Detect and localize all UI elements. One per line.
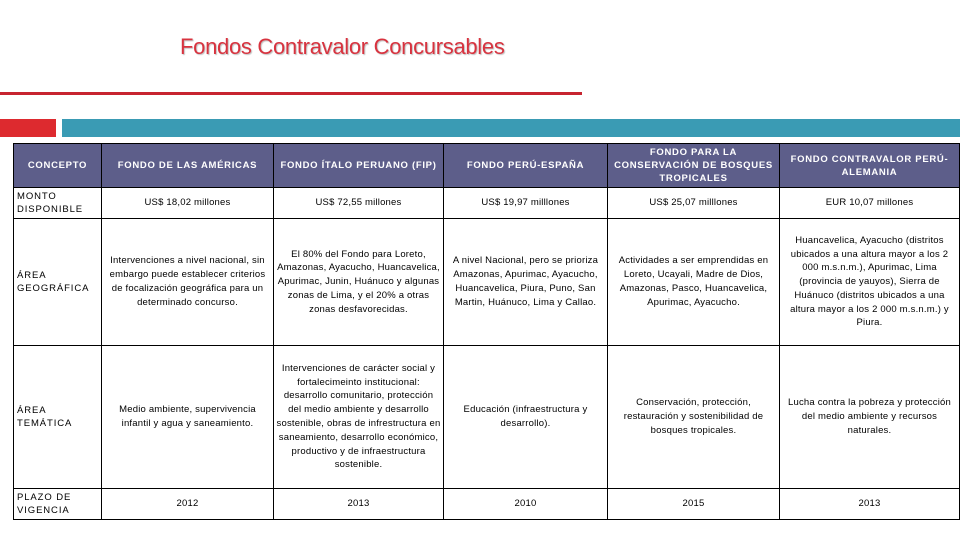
table-cell: US$ 25,07 milllones xyxy=(608,188,780,219)
header-fondo-peru-espana: FONDO PERÚ-ESPAÑA xyxy=(444,144,608,188)
header-fondo-italo-peruano: FONDO ÍTALO PERUANO (FIP) xyxy=(274,144,444,188)
table-row-area-geografica xyxy=(14,219,960,346)
table-cell: US$ 19,97 milllones xyxy=(444,188,608,219)
table-header-row xyxy=(14,144,960,188)
table-cell: Intervenciones de carácter social y fortalecimeinto institucional: desarrollo comunitario, protección del medio ambiente y desarrollo sostenible, obras de infrestructura en saneamiento, desarrollo económico, productivo y de infraestructura sostenible. xyxy=(274,346,444,489)
table-cell: Conservación, protección, restauración y sostenibilidad de bosques tropicales. xyxy=(608,346,780,489)
row-label-plazo: PLAZO DE VIGENCIA xyxy=(14,489,102,520)
table-cell: Intervenciones a nivel nacional, sin embargo puede establecer criterios de focalización geográfica para un determinado concurso. xyxy=(102,219,274,346)
table-cell: Medio ambiente, supervivencia infantil y agua y saneamiento. xyxy=(102,346,274,489)
row-label-area-geografica: ÁREA GEOGRÁFICA xyxy=(14,219,102,346)
table-row-area-tematica xyxy=(14,346,960,489)
table-cell: 2015 xyxy=(608,489,780,520)
header-concepto: CONCEPTO xyxy=(14,144,102,188)
table-cell: Huancavelica, Ayacucho (distritos ubicados a una altura mayor a los 2 000 m.s.n.m.), Apurimac, Lima (provincia de yauyos), Sierra de Huánuco (distritos ubicados a una altura mayor a los 2 000 m.s.n.m.) y Piura. xyxy=(780,219,960,346)
table-cell: Lucha contra la pobreza y protección del medio ambiente y recursos naturales. xyxy=(780,346,960,489)
table-cell: A nivel Nacional, pero se prioriza Amazonas, Apurimac, Ayacucho, Huancavelica, Piura, Puno, San Martin, Huánuco, Lima y Callao. xyxy=(444,219,608,346)
table-cell: El 80% del Fondo para Loreto, Amazonas, Ayacucho, Huancavelica, Apurimac, Junin, Huánuco y algunas zonas de Lima, y el 20% a otras zonas desfavorecidas. xyxy=(274,219,444,346)
row-label-monto: MONTO DISPONIBLE xyxy=(14,188,102,219)
table-cell: US$ 72,55 millones xyxy=(274,188,444,219)
table-cell: Actividades a ser emprendidas en Loreto, Ucayali, Madre de Dios, Amazonas, Pasco, Huancavelica, Apurimac, Ayacucho. xyxy=(608,219,780,346)
header-fondo-peru-alemania: FONDO CONTRAVALOR PERÚ-ALEMANIA xyxy=(780,144,960,188)
table-cell: 2012 xyxy=(102,489,274,520)
accent-bar-teal xyxy=(62,119,960,137)
table-cell: Educación (infraestructura y desarrollo). xyxy=(444,346,608,489)
table-row-monto xyxy=(14,188,960,219)
table-cell: EUR 10,07 millones xyxy=(780,188,960,219)
header-fondo-americas: FONDO DE LAS AMÉRICAS xyxy=(102,144,274,188)
funds-comparison-table xyxy=(13,143,960,520)
accent-bar-red xyxy=(0,119,56,137)
title-underline xyxy=(0,92,582,95)
table-cell: 2010 xyxy=(444,489,608,520)
table-cell: 2013 xyxy=(780,489,960,520)
table-cell: 2013 xyxy=(274,489,444,520)
header-fondo-bosques-tropicales: FONDO PARA LA CONSERVACIÓN DE BOSQUES TROPICALES xyxy=(608,144,780,188)
slide-title: Fondos Contravalor Concursables xyxy=(180,34,505,59)
table-cell: US$ 18,02 millones xyxy=(102,188,274,219)
row-label-area-tematica: ÁREA TEMÁTICA xyxy=(14,346,102,489)
table-row-plazo xyxy=(14,489,960,520)
